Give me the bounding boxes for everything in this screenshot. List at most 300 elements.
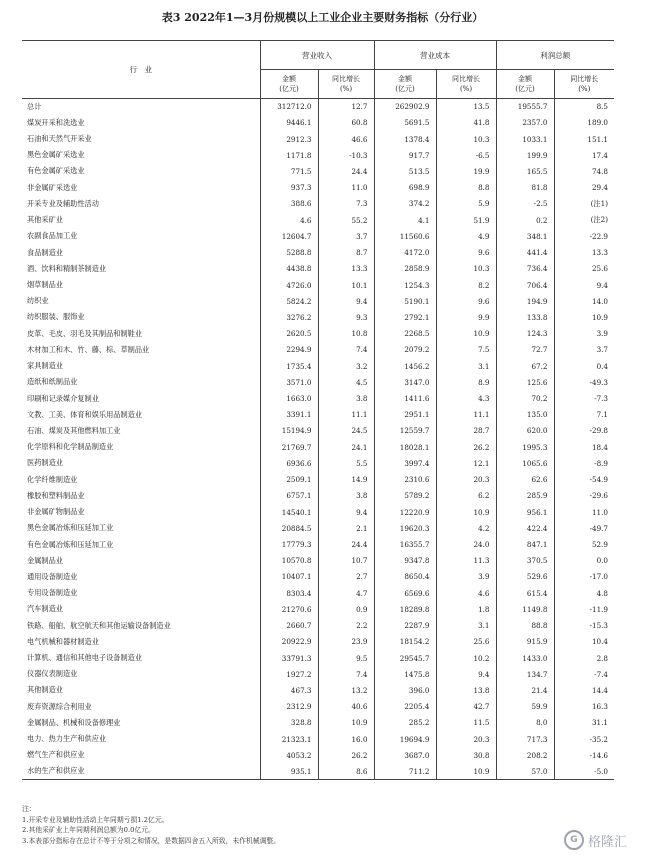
table-row [22,488,614,504]
cell-cost-g: 10.2 [436,650,496,666]
table-row [22,650,614,666]
table-row [22,520,614,536]
cell-profit: 208.2 [496,747,554,763]
industry-name: 电气机械和器材制造业 [27,636,99,646]
header-cost: 营业成本 [374,41,496,70]
industry-name: 化学原料和化学制品制造业 [27,442,114,452]
cell-profit: 88.8 [496,618,554,634]
cell-cost-g: 8.2 [436,277,496,293]
cell-rev: 467.3 [260,682,318,698]
cell-profit: 62.6 [496,472,554,488]
cell-rev: 20884.5 [260,520,318,536]
table-row [22,131,614,147]
cell-rev: 1663.0 [260,390,318,406]
cell-cost-g: 4.6 [436,585,496,601]
industry-name: 其他制造业 [27,685,63,695]
industry-name: 木材加工和木、竹、藤、棕、草制品业 [27,344,150,354]
cell-rev-g: 12.7 [318,99,374,115]
table-row [22,390,614,406]
cell-profit: 0.2 [496,212,554,228]
cell-cost: 12220.9 [374,504,436,520]
table-row [22,196,614,212]
cell-profit-g: 151.1 [554,131,614,147]
cell-rev-g: 3.7 [318,228,374,244]
cell-rev-g: 24.1 [318,439,374,455]
cell-cost: 5789.2 [374,488,436,504]
cell-profit-g: 14.4 [554,682,614,698]
cell-profit-g: -49.7 [554,520,614,536]
cell-cost-g: 10.3 [436,131,496,147]
cell-profit-g: 10.4 [554,634,614,650]
cell-profit: 72.7 [496,342,554,358]
cell-rev: 1171.8 [260,147,318,163]
cell-rev-g: 24.4 [318,536,374,552]
cell-rev-g: 3.8 [318,390,374,406]
cell-rev-g: 40.6 [318,699,374,715]
cell-cost-g: 11.5 [436,715,496,731]
industry-name: 家具制造业 [27,361,63,371]
cell-profit-g: 3.7 [554,342,614,358]
table-row [22,115,614,131]
cell-cost: 374.2 [374,196,436,212]
cell-cost-g: 4.2 [436,520,496,536]
industry-name: 专用设备制造业 [27,588,78,598]
cell-profit-g: -54.9 [554,472,614,488]
industry-name: 医药制造业 [27,458,63,468]
header-growth: 同比增长 (%) [554,70,614,99]
cell-profit-g: 8.5 [554,99,614,115]
cell-rev: 15194.9 [260,423,318,439]
table-row [22,374,614,390]
industry-name: 其他采矿业 [27,215,63,225]
industry-name: 通用设备制造业 [27,571,78,581]
cell-cost-g: 3.1 [436,358,496,374]
table-row [22,666,614,682]
cell-rev: 8303.4 [260,585,318,601]
cell-profit: 8.0 [496,715,554,731]
cell-profit-g: 7.1 [554,407,614,423]
cell-rev-g: 10.9 [318,715,374,731]
cell-cost: 12559.7 [374,423,436,439]
cell-profit: 21.4 [496,682,554,698]
table-row [22,309,614,325]
table-row [22,244,614,260]
cell-cost-g: 10.9 [436,504,496,520]
cell-profit: 1149.8 [496,601,554,617]
cell-cost-g: 9.9 [436,309,496,325]
cell-profit: 956.1 [496,504,554,520]
cell-profit: 1433.0 [496,650,554,666]
cell-profit: 19555.7 [496,99,554,115]
industry-name: 纺织服装、服饰业 [27,312,85,322]
cell-profit-g: -7.3 [554,390,614,406]
table-row [22,504,614,520]
industry-name: 文教、工美、体育和娱乐用品制造业 [27,409,143,419]
cell-rev-g: 8.6 [318,763,374,779]
cell-cost: 8650.4 [374,569,436,585]
cell-cost: 513.5 [374,163,436,179]
cell-rev: 937.3 [260,180,318,196]
cell-cost-g: 1.8 [436,601,496,617]
footnote-3: 3.本表部分指标存在总计不等于分项之和情况，是数据四舍五入所致，未作机械调整。 [22,836,280,845]
cell-profit-g: 17.4 [554,147,614,163]
cell-rev-g: 10.7 [318,553,374,569]
cell-cost-g: 6.2 [436,488,496,504]
cell-profit-g: 3.9 [554,326,614,342]
cell-profit: 67.2 [496,358,554,374]
cell-cost-g: 28.7 [436,423,496,439]
cell-profit: 529.6 [496,569,554,585]
cell-rev: 2620.5 [260,326,318,342]
cell-rev: 3276.2 [260,309,318,325]
table-row [22,147,614,163]
watermark [564,830,627,850]
cell-profit-g: -22.9 [554,228,614,244]
cell-profit: 1995.3 [496,439,554,455]
cell-cost: 2792.1 [374,309,436,325]
cell-rev-g: 10.8 [318,326,374,342]
table-row [22,536,614,552]
cell-profit-g: 25.6 [554,261,614,277]
industry-name: 汽车制造业 [27,604,63,614]
cell-profit-g: 74.8 [554,163,614,179]
table-row [22,423,614,439]
cell-cost: 5691.5 [374,115,436,131]
cell-cost: 19694.9 [374,731,436,747]
cell-rev-g: 2.2 [318,618,374,634]
cell-profit: 1033.1 [496,131,554,147]
cell-cost: 29545.7 [374,650,436,666]
cell-rev-g: 0.9 [318,601,374,617]
cell-profit: 717.3 [496,731,554,747]
cell-rev: 2660.7 [260,618,318,634]
cell-cost: 2205.4 [374,699,436,715]
industry-name: 仪器仪表制造业 [27,669,78,679]
header-amount: 金额 (亿元) [260,70,318,99]
cell-rev-g: 55.2 [318,212,374,228]
cell-rev-g: 14.9 [318,472,374,488]
cell-profit-g: -29.8 [554,423,614,439]
cell-rev: 6936.6 [260,455,318,471]
cell-cost-g: 5.9 [436,196,496,212]
cell-cost: 2310.6 [374,472,436,488]
cell-profit: 2357.0 [496,115,554,131]
industry-name: 黑色金属矿采选业 [27,150,85,160]
industry-name: 石油、煤炭及其他燃料加工业 [27,425,121,435]
cell-profit: 124.3 [496,326,554,342]
table-row [22,682,614,698]
table-row [22,163,614,179]
cell-profit: 81.8 [496,180,554,196]
cell-cost: 3147.0 [374,374,436,390]
table-row [22,228,614,244]
cell-rev: 935.1 [260,763,318,779]
cell-cost-g: 8.9 [436,374,496,390]
cell-profit-g: 0.4 [554,358,614,374]
cell-cost-g: 12.1 [436,455,496,471]
table-row [22,261,614,277]
cell-rev: 9446.1 [260,115,318,131]
cell-profit-g: -29.6 [554,488,614,504]
cell-cost: 11560.6 [374,228,436,244]
cell-cost-g: 3.1 [436,618,496,634]
industry-name: 烟草制品业 [27,280,63,290]
cell-cost-g: 9.4 [436,666,496,682]
cell-profit-g: 18.4 [554,439,614,455]
cell-cost: 1475.8 [374,666,436,682]
cell-cost: 917.7 [374,147,436,163]
industry-name: 纺织业 [27,296,49,306]
industry-name: 金属制品业 [27,555,63,565]
cell-rev-g: 3.8 [318,488,374,504]
cell-cost-g: 13.8 [436,682,496,698]
cell-profit-g: -5.0 [554,763,614,779]
cell-profit-g: (注2) [554,212,614,228]
cell-rev-g: 13.3 [318,261,374,277]
table-row [22,569,614,585]
cell-rev: 21323.1 [260,731,318,747]
table-row [22,358,614,374]
cell-rev-g: -10.3 [318,147,374,163]
cell-profit-g: 10.9 [554,309,614,325]
cell-rev-g: 46.6 [318,131,374,147]
cell-cost-g: 4.3 [436,390,496,406]
cell-profit-g: -15.3 [554,618,614,634]
cell-cost-g: 3.9 [436,569,496,585]
cell-cost-g: 20.3 [436,731,496,747]
cell-rev-g: 9.4 [318,293,374,309]
cell-profit: 199.9 [496,147,554,163]
cell-rev-g: 7.3 [318,196,374,212]
cell-cost: 285.2 [374,715,436,731]
footnote-heading: 注： [22,805,36,813]
cell-profit: 133.8 [496,309,554,325]
cell-cost: 18154.2 [374,634,436,650]
cell-rev: 12604.7 [260,228,318,244]
industry-name: 计算机、通信和其他电子设备制造业 [27,653,143,663]
cell-rev: 2509.1 [260,472,318,488]
industry-name: 黑色金属冶炼和压延加工业 [27,523,114,533]
cell-cost: 711.2 [374,763,436,779]
table-row [22,180,614,196]
cell-profit: 615.4 [496,585,554,601]
cell-cost: 1254.3 [374,277,436,293]
table-row-total [22,99,614,115]
cell-rev: 21270.6 [260,601,318,617]
cell-cost: 2287.9 [374,618,436,634]
cell-rev-g: 9.4 [318,504,374,520]
industry-name: 有色金属冶炼和压延加工业 [27,539,114,549]
cell-cost: 1411.6 [374,390,436,406]
industry-name: 开采专业及辅助性活动 [27,198,99,208]
cell-profit-g: -17.0 [554,569,614,585]
footnote-1: 1.开采专业及辅助性活动上年同期亏损1.2亿元。 [22,815,169,824]
cell-profit: 348.1 [496,228,554,244]
cell-rev: 2294.9 [260,342,318,358]
cell-rev: 10407.1 [260,569,318,585]
table-row [22,699,614,715]
table-row [22,439,614,455]
cell-profit: 422.4 [496,520,554,536]
cell-cost: 3997.4 [374,455,436,471]
cell-profit-g: -49.3 [554,374,614,390]
header-industry: 行 业 [22,41,260,99]
cell-cost: 2268.5 [374,326,436,342]
cell-cost: 396.0 [374,682,436,698]
cell-rev-g: 16.0 [318,731,374,747]
cell-cost-g: 11.1 [436,407,496,423]
cell-cost: 5190.1 [374,293,436,309]
cell-cost: 698.9 [374,180,436,196]
cell-profit: 59.9 [496,699,554,715]
industry-name: 总计 [27,101,42,111]
cell-rev-g: 11.1 [318,407,374,423]
table-row [22,634,614,650]
cell-profit: 194.9 [496,293,554,309]
cell-profit-g: (注1) [554,196,614,212]
cell-cost-g: 51.9 [436,212,496,228]
cell-rev-g: 23.9 [318,634,374,650]
cell-profit-g: 13.3 [554,244,614,260]
cell-rev-g: 24.5 [318,423,374,439]
cell-profit: 915.9 [496,634,554,650]
cell-cost-g: 10.9 [436,326,496,342]
cell-cost: 18028.1 [374,439,436,455]
cell-cost: 4172.0 [374,244,436,260]
cell-rev: 312712.0 [260,99,318,115]
cell-rev: 5824.2 [260,293,318,309]
cell-profit-g: 52.9 [554,536,614,552]
cell-rev: 17779.3 [260,536,318,552]
industry-name: 造纸和纸制品业 [27,377,78,387]
cell-rev: 4.6 [260,212,318,228]
industry-name: 废弃资源综合利用业 [27,701,92,711]
industry-name: 石油和天然气开采业 [27,134,92,144]
cell-rev-g: 3.2 [318,358,374,374]
cell-cost-g: 13.5 [436,99,496,115]
cell-rev-g: 7.4 [318,342,374,358]
cell-cost-g: 4.9 [436,228,496,244]
table-body [22,99,614,780]
cell-rev: 1735.4 [260,358,318,374]
industry-name: 燃气生产和供应业 [27,750,85,760]
industry-name: 金属制品、机械和设备修理业 [27,717,121,727]
table-title: 表3 2022年1—3月份规模以上工业企业主要财务指标（分行业） [161,11,484,24]
cell-rev: 4726.0 [260,277,318,293]
cell-cost-g: 9.6 [436,293,496,309]
cell-rev-g: 11.0 [318,180,374,196]
table-row [22,601,614,617]
cell-cost-g: 42.7 [436,699,496,715]
header-amount: 金额 (亿元) [496,70,554,99]
table-row [22,585,614,601]
table-row [22,342,614,358]
cell-profit: 706.4 [496,277,554,293]
table-row [22,763,614,779]
cell-rev: 10570.8 [260,553,318,569]
cell-profit-g: 14.0 [554,293,614,309]
cell-cost-g: 20.3 [436,472,496,488]
cell-rev: 1927.2 [260,666,318,682]
cell-profit: 70.2 [496,390,554,406]
cell-profit-g: 16.3 [554,699,614,715]
footnote-2: 2.其他采矿业上年同期利润总额为0.0亿元。 [22,826,155,834]
cell-cost-g: 30.8 [436,747,496,763]
cell-profit-g: 9.4 [554,277,614,293]
cell-profit-g: -8.9 [554,455,614,471]
cell-cost-g: 41.8 [436,115,496,131]
cell-cost-g: 26.2 [436,439,496,455]
cell-cost: 2858.9 [374,261,436,277]
cell-cost: 19620.3 [374,520,436,536]
cell-cost: 262902.9 [374,99,436,115]
cell-cost: 16355.7 [374,536,436,552]
cell-rev: 21769.7 [260,439,318,455]
header-amount: 金额 (亿元) [374,70,436,99]
cell-rev: 3571.0 [260,374,318,390]
cell-cost: 2951.1 [374,407,436,423]
cell-profit: 134.7 [496,666,554,682]
cell-profit-g: 4.8 [554,585,614,601]
table-row [22,407,614,423]
cell-profit: 736.4 [496,261,554,277]
table-row [22,455,614,471]
table-row [22,326,614,342]
industry-name: 化学纤维制造业 [27,474,78,484]
cell-profit-g: 29.4 [554,180,614,196]
cell-rev: 2312.9 [260,699,318,715]
cell-profit-g: 0.0 [554,553,614,569]
industry-name: 农副食品加工业 [27,231,78,241]
industry-name: 煤炭开采和洗选业 [27,117,85,127]
cell-profit-g: 31.1 [554,715,614,731]
cell-rev-g: 60.8 [318,115,374,131]
table-row [22,472,614,488]
table-row [22,293,614,309]
cell-cost-g: 10.3 [436,261,496,277]
industry-name: 非金属矿物制品业 [27,507,85,517]
cell-rev-g: 13.2 [318,682,374,698]
cell-cost: 1378.4 [374,131,436,147]
cell-rev-g: 2.7 [318,569,374,585]
header-profit: 利润总额 [496,41,614,70]
cell-rev: 388.6 [260,196,318,212]
cell-rev: 20922.9 [260,634,318,650]
industry-name: 有色金属矿采选业 [27,166,85,176]
cell-rev-g: 8.7 [318,244,374,260]
cell-cost-g: 25.6 [436,634,496,650]
industry-name: 酒、饮料和精制茶制造业 [27,263,107,273]
industry-name: 皮革、毛皮、羽毛及其制品和制鞋业 [27,328,143,338]
industry-name: 橡胶和塑料制品业 [27,490,85,500]
industry-name: 非金属矿采选业 [27,182,78,192]
header-growth: 同比增长 (%) [318,70,374,99]
cell-cost-g: 10.9 [436,763,496,779]
cell-rev: 3391.1 [260,407,318,423]
cell-rev-g: 4.7 [318,585,374,601]
cell-rev: 328.8 [260,715,318,731]
table-row [22,553,614,569]
cell-rev: 2912.3 [260,131,318,147]
cell-rev-g: 26.2 [318,747,374,763]
cell-cost-g: 7.5 [436,342,496,358]
cell-rev: 6757.1 [260,488,318,504]
footnotes [22,804,280,846]
cell-rev-g: 24.4 [318,163,374,179]
cell-profit: 125.6 [496,374,554,390]
header-revenue: 营业收入 [260,41,374,70]
cell-rev-g: 4.5 [318,374,374,390]
